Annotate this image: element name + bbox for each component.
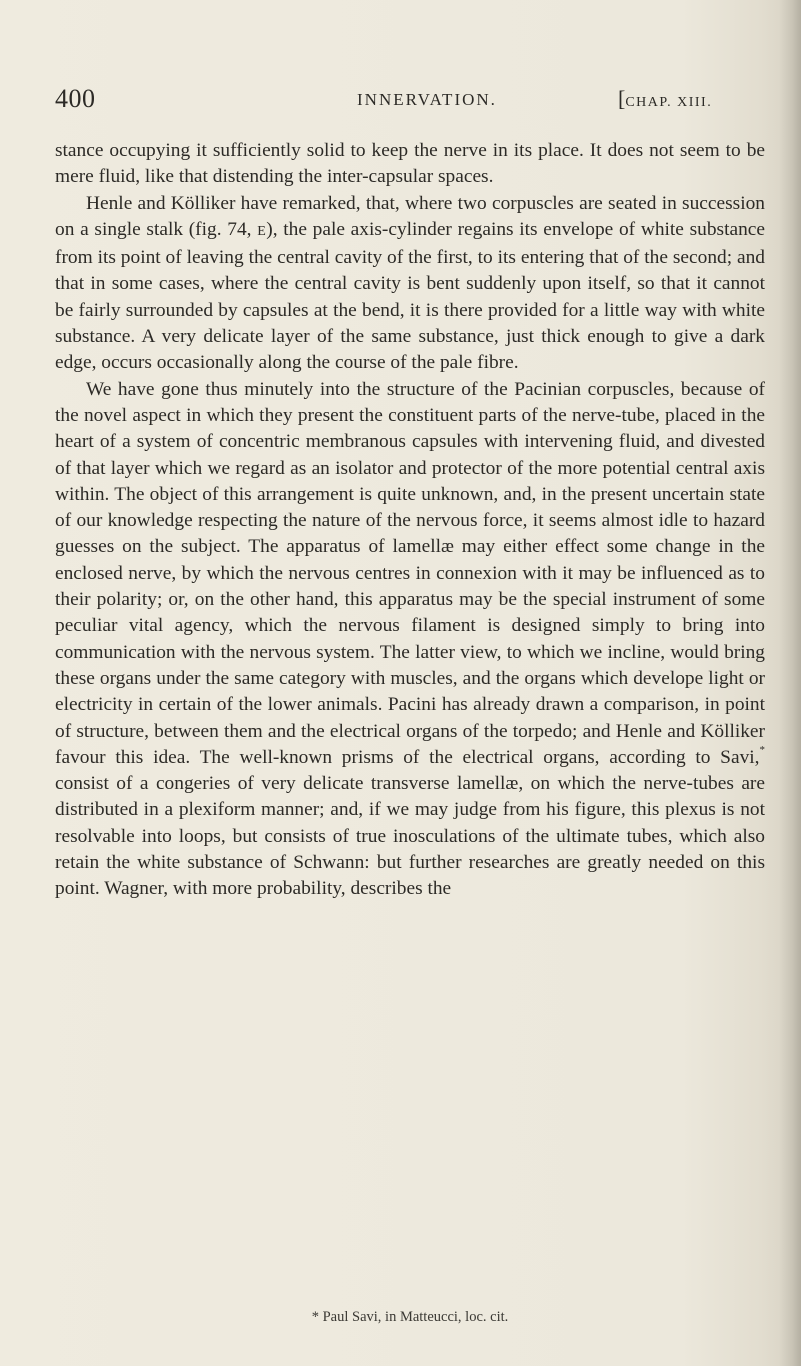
paragraph-3-text-a: We have gone thus minutely into the structure of the Pacinian corpuscles, because of the novel aspect in which they present the constituent parts of the nerve-tube, placed in the heart of a system of concentric membranous capsules with intervening fluid, and divested of that layer which we regard as an isolator and protector of the more potential central axis within. The object of this arrangement is quite unknown, and, in the present uncertain state of our knowledge respecting the nature of the nervous force, it seems almost idle to hazard guesses on the subject. The apparatus of lamellæ may either effect some change in the enclosed nerve, by which the nervous centres in connexion with it may be influenced as to their polarity; or, on the other hand, this apparatus may be the special instrument of some peculiar vital agency, which the nervous filament is designed simply to bring into communication with the nervous system. The latter view, to which we incline, would bring these organs under the same category with muscles, and the organs which develope light or electricity in certain of the lower animals. Pacini has already drawn a comparison, in point of structure, between them and the electrical organs of the torpedo; and Henle and Kölliker favour this idea. The well-known prisms of the electrical organs, according to Savi, [55, 378, 765, 768]
footnote-marker: * [759, 743, 765, 756]
page-edge-shadow [779, 0, 801, 1366]
page-header [55, 84, 765, 124]
paragraph-1: stance occupying it sufficiently solid to keep the nerve in its place. It does not seem to be mere fluid, like that distending the inter-capsular spaces. [55, 140, 765, 188]
paragraph-2-text-a: Henle and Kölliker have remarked, that, where two corpuscles are seated in succession on a single stalk (fig. 74, [55, 192, 765, 240]
paragraph-2-text-b: ), the pale axis-cylinder regains its envelope of white substance from its point of leaving the central cavity of the first, to its entering that of the second; and that in some cases, where the central cavity is bent suddenly upon itself, so that it cannot be fairly surrounded by capsules at the bend, it is there provided for a little way with white substance. A very delicate layer of the same substance, just thick enough to give a dark edge, occurs occasionally along the course of the pale fibre. [55, 218, 765, 374]
running-title: INNERVATION. [357, 90, 497, 109]
footnote: * Paul Savi, in Matteucci, loc. cit. [311, 1309, 509, 1325]
chapter-label [618, 86, 712, 112]
figure-reference-letter: E [257, 223, 267, 239]
paragraph-3-text-b: consist of a congeries of very delicate transverse lamellæ, on which the nerve-tubes are distributed in a plexiform manner; and, if we may judge from his figure, this plexus is not resolvable into loops, but consists of true inosculations of the ultimate tubes, which also retain the white substance of Schwann: but further researches are greatly needed on this point. Wagner, with more probability, describes the [55, 773, 765, 900]
page-number: 400 [55, 84, 96, 113]
chapter-text: CHAP. XIII. [625, 95, 713, 110]
body-text [55, 138, 765, 903]
chapter-bracket: [ [618, 86, 626, 111]
paragraph-2 [55, 191, 765, 377]
paragraph-3 [55, 377, 765, 903]
